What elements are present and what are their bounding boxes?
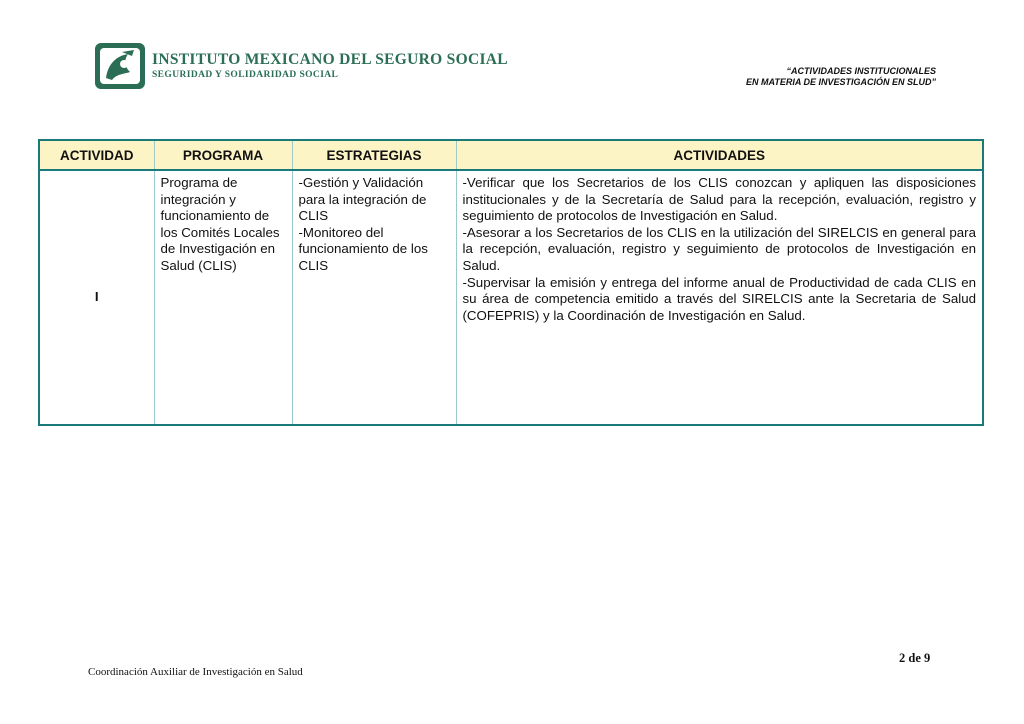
footer-department: Coordinación Auxiliar de Investigación en Salud — [88, 666, 303, 678]
column-header-actividades: ACTIVIDADES — [456, 140, 983, 170]
table-row — [39, 170, 983, 425]
actividad-item: -Supervisar la emisión y entrega del informe anual de Productividad de cada CLIS en su área de competencia emitido a través del SIRELCIS ante la Secretaria de Salud (COFEPRIS) y la Coordinación de Investigación en Salud. — [462, 274, 976, 323]
actividad-item: -Asesorar a los Secretarios de los CLIS en la utilización del SIRELCIS en general para la recepción, evaluación, registro y seguimiento de protocolos de Investigación en Salud. — [462, 224, 976, 273]
document-title-line2: EN MATERIA DE INVESTIGACIÓN EN SLUD” — [745, 77, 936, 87]
actividades-cell — [456, 170, 983, 425]
imss-eagle-icon — [94, 42, 146, 90]
estrategias-cell — [292, 170, 456, 425]
org-motto: SEGURIDAD Y SOLIDARIDAD SOCIAL — [152, 70, 339, 80]
column-header-estrategias: ESTRATEGIAS — [292, 140, 456, 170]
actividad-cell: I — [94, 289, 99, 305]
programa-cell: Programa de integración y funcionamiento de los Comités Locales de Investigación en Salud (CLIS) — [154, 170, 292, 425]
column-header-actividad: ACTIVIDAD — [39, 140, 154, 170]
estrategia-item: -Monitoreo del funcionamiento de los CLIS — [298, 224, 428, 273]
org-name: INSTITUTO MEXICANO DEL SEGURO SOCIAL — [152, 51, 508, 68]
table-header-row — [39, 140, 983, 170]
document-title — [746, 66, 936, 88]
column-header-programa: PROGRAMA — [154, 140, 292, 170]
imss-logo — [94, 42, 508, 90]
activities-table — [38, 139, 984, 426]
estrategia-item: -Gestión y Validación para la integración de CLIS — [298, 175, 427, 224]
document-title-line1: “ACTIVIDADES INSTITUCIONALES — [786, 66, 936, 76]
actividad-item: -Verificar que los Secretarios de los CLIS conozcan y apliquen las disposiciones institucionales y de la Secretaría de Salud para la recepción, evaluación, registro y seguimiento de protocolos de Investigación en Salud. — [462, 175, 976, 224]
page-number: 2 de 9 — [899, 651, 931, 665]
